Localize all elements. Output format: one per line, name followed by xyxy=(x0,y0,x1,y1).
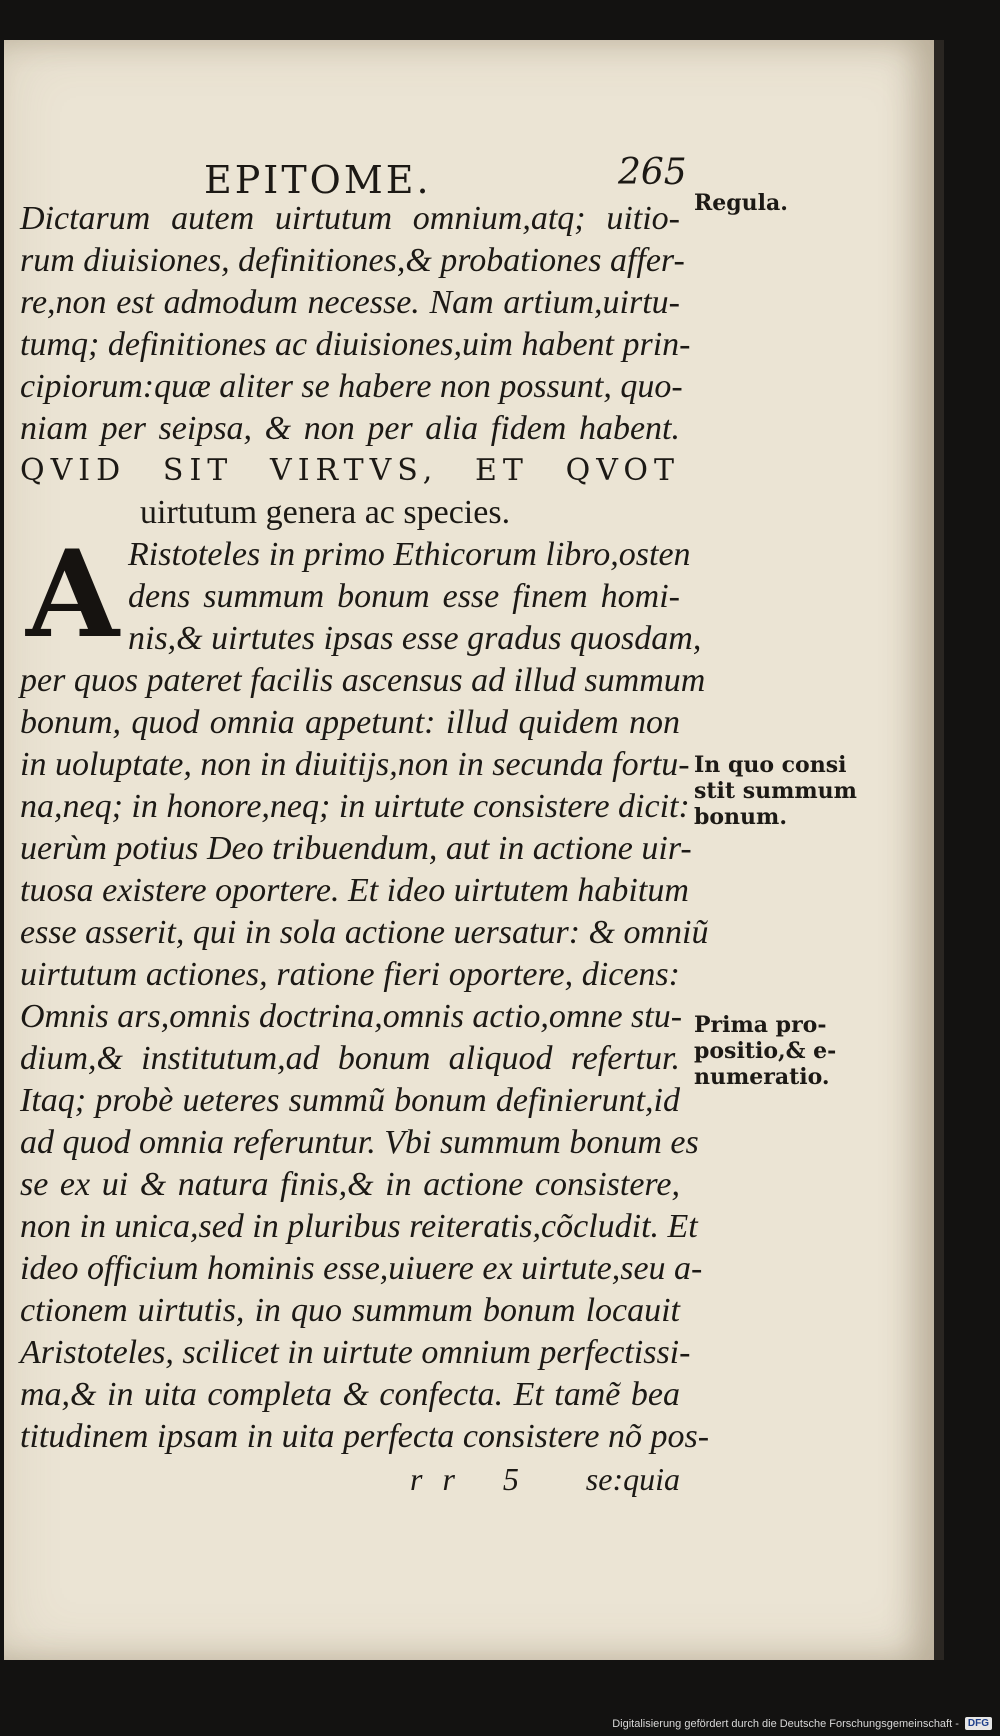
dropcap-initial: A xyxy=(26,524,120,665)
text-line: Aristoteles, scilicet in uirtute omnium perfectissi- xyxy=(20,1334,691,1371)
text-line: Omnis ars,omnis doctrina,omnis actio,omne stu- xyxy=(20,998,683,1035)
text-line: dium,& institutum,ad bonum aliquod refertur. xyxy=(20,1040,680,1077)
text-line: Itaq; probè ueteres summũ bonum definierunt,id xyxy=(20,1082,680,1119)
marginal-line: Prima pro- xyxy=(694,1012,827,1038)
text-line: ctionem uirtutis, in quo summum bonum locauit xyxy=(20,1292,680,1329)
text-line: titudinem ipsam in uita perfecta consistere nõ pos- xyxy=(20,1418,710,1455)
credit-text: Digitalisierung gefördert durch die Deutsche Forschungsgemeinschaft - xyxy=(612,1717,959,1730)
text-line: dens summum bonum esse finem homi- xyxy=(128,578,680,615)
marginal-line: bonum. xyxy=(694,804,787,830)
text-line: Dictarum autem uirtutum omnium,atq; uitio- xyxy=(20,200,680,237)
text-line: tuosa existere oportere. Et ideo uirtutem habitum xyxy=(20,872,689,909)
text-line: uirtutum actiones, ratione fieri oportere, dicens: xyxy=(20,956,680,993)
section-heading: QVID SIT VIRTVS, ET QVOT xyxy=(20,453,680,488)
marginal-line: Regula. xyxy=(694,190,788,216)
dropcap-paragraph xyxy=(20,524,702,665)
section-subheading: uirtutum genera ac species. xyxy=(140,494,511,531)
marginal-note xyxy=(694,1012,836,1090)
digitization-credit xyxy=(612,1717,992,1730)
text-line: non in unica,sed in pluribus reiteratis,cõcludit. Et xyxy=(20,1208,698,1245)
text-line: tumq; definitiones ac diuisiones,uim habent prin- xyxy=(20,326,691,363)
text-line: nis,& uirtutes ipsas esse gradus quosdam, xyxy=(128,620,702,657)
page-foot xyxy=(20,1458,680,1500)
marginal-line: numeratio. xyxy=(694,1064,830,1090)
text-line: esse asserit, qui in sola actione uersatur: & omniũ xyxy=(20,914,709,951)
text-line: bonum, quod omnia appetunt: illud quidem non xyxy=(20,704,680,741)
signature-mark: rr 5 xyxy=(410,1461,539,1497)
marginal-line: In quo consi xyxy=(694,752,847,778)
text-line: re,non est admodum necesse. Nam artium,uirtu- xyxy=(20,284,680,321)
marginal-line: stit summum xyxy=(694,778,857,804)
text-line: per quos pateret facilis ascensus ad illud summum xyxy=(20,662,706,699)
page-number: 265 xyxy=(618,152,687,193)
catchword: se:quia xyxy=(585,1461,680,1497)
text-line: in uoluptate, non in diuitijs,non in secunda fortu- xyxy=(20,746,690,783)
text-line: rum diuisiones, definitiones,& probationes affer- xyxy=(20,242,685,279)
running-head: EPITOME. xyxy=(204,158,432,202)
text-line: se ex ui & natura finis,& in actione consistere, xyxy=(20,1166,680,1203)
text-line: Ristoteles in primo Ethicorum libro,osten xyxy=(128,536,691,573)
book-page xyxy=(4,40,944,1660)
text-line: na,neq; in honore,neq; in uirtute consistere dicit: xyxy=(20,788,690,825)
marginal-line: positio,& e- xyxy=(694,1038,837,1064)
text-line: ma,& in uita completa & confecta. Et tamẽ bea xyxy=(20,1376,680,1413)
text-line: uerùm potius Deo tribuendum, aut in actione uir- xyxy=(20,830,692,867)
text-line: niam per seipsa, & non per alia fidem habent. xyxy=(20,410,680,447)
dfg-logo: DFG xyxy=(965,1717,992,1730)
text-line: ideo officium hominis esse,uiuere ex uirtute,seu a- xyxy=(20,1250,703,1287)
main-text xyxy=(20,198,710,1500)
text-line: ad quod omnia referuntur. Vbi summum bonum es xyxy=(20,1124,699,1161)
marginal-note xyxy=(694,190,788,216)
marginal-note xyxy=(694,752,857,830)
text-line: cipiorum:quæ aliter se habere non possunt, quo- xyxy=(20,368,683,405)
